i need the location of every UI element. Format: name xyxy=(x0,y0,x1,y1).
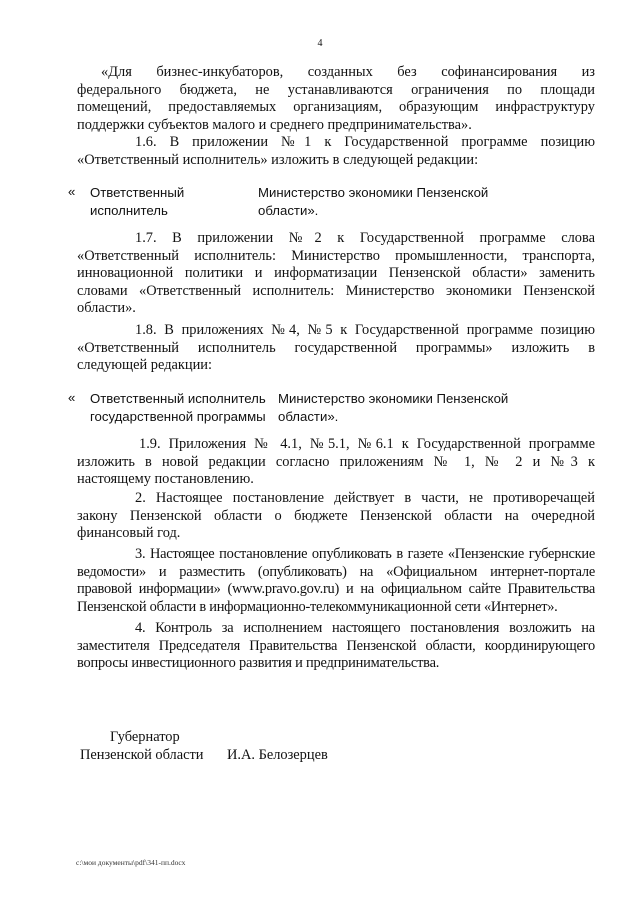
text-line: помещений, предоставляемых организациям, образующим инфраструктуру xyxy=(77,99,595,116)
table-2-right-cell xyxy=(278,390,508,425)
signature-title-1: Губернатор xyxy=(110,729,180,745)
text-line: «Для бизнес-инкубаторов, созданных без софинансирования из xyxy=(101,64,595,80)
paragraph-1-6 xyxy=(77,134,595,169)
text-line: 1.9. Приложения № 4.1, №5.1, №6.1 к Государственной программе xyxy=(139,436,595,452)
text-line: 1.6. В приложении №1 к Государственной программе позицию xyxy=(135,134,595,150)
signature-name: И.А. Белозерцев xyxy=(227,747,328,763)
quoted-paragraph xyxy=(77,64,595,134)
table-cell-line: Ответственный xyxy=(90,185,185,200)
paragraph-1-8 xyxy=(77,322,595,375)
footer-file-path: c:\мои документы\pdf\341-пп.docx xyxy=(76,858,186,867)
text-line: «Ответственный исполнитель: Министерство промышленности, транспорта, xyxy=(77,247,595,264)
text-line: 1.8. В приложениях №4, №5 к Государственной программе позицию xyxy=(135,322,595,338)
text-line: ведомости» и разместить (опубликовать) на «Официальном интернет-портале xyxy=(77,563,595,580)
table-cell-line: исполнитель xyxy=(90,202,168,218)
table-cell-line: Министерство экономики Пензенской xyxy=(258,185,489,200)
table-cell-line: области». xyxy=(278,408,339,424)
text-line: «Ответственный исполнитель государственной программы» изложить в xyxy=(77,339,595,356)
paragraph-1-9 xyxy=(77,436,595,489)
text-line: следующей редакции: xyxy=(77,357,212,374)
text-line: федерального бюджета, не устанавливаются ограничения по площади xyxy=(77,81,595,98)
page-number: 4 xyxy=(317,38,323,49)
signature-title-2: Пензенской области xyxy=(80,747,204,763)
paragraph-2 xyxy=(77,490,595,543)
text-line: настоящему постановлению. xyxy=(77,471,254,488)
text-line: 2. Настоящее постановление действует в части, не противоречащей xyxy=(135,490,595,506)
paragraph-1-7 xyxy=(77,230,595,318)
table-cell-line: области». xyxy=(258,202,319,218)
text-line: 4. Контроль за исполнением настоящего постановления возложить на xyxy=(135,620,595,636)
table-cell-line: Ответственный исполнитель xyxy=(90,391,266,406)
text-line: области». xyxy=(77,300,136,317)
text-line: «Ответственный исполнитель» изложить в следующей редакции: xyxy=(77,151,479,168)
table-2-open-quote: « xyxy=(68,390,76,405)
text-line: финансовый год. xyxy=(77,525,181,542)
table-cell-line: государственной программы xyxy=(90,408,266,424)
text-line: словами «Ответственный исполнитель: Министерство экономики Пензенской xyxy=(77,282,595,299)
text-line: вопросы инвестиционного развития и предпринимательства. xyxy=(77,655,440,672)
text-line: поддержки субъектов малого и среднего предпринимательства». xyxy=(77,116,472,133)
text-line: инновационной политики и информатизации Пензенской области» заменить xyxy=(77,265,595,282)
table-1-left-cell xyxy=(90,184,184,219)
text-line: изложить в новой редакции согласно приложениям № 1, № 2 и №3 к xyxy=(77,453,595,470)
text-line: Пензенской области в информационно-телекоммуникационной сети «Интернет». xyxy=(77,598,558,615)
table-1-open-quote: « xyxy=(68,184,76,199)
paragraph-3 xyxy=(77,546,595,616)
table-2-left-cell xyxy=(90,390,266,425)
text-line: заместителя Председателя Правительства Пензенской области, координирующего xyxy=(77,637,595,654)
table-cell-line: Министерство экономики Пензенской xyxy=(278,391,509,406)
text-line: правовой информации» (www.pravo.gov.ru) и на официальном сайте Правительства xyxy=(77,581,595,598)
text-line: 3. Настоящее постановление опубликовать в газете «Пензенские губернские xyxy=(135,546,595,562)
table-1-right-cell xyxy=(258,184,488,219)
text-line: 1.7. В приложении №2 к Государственной программе слова xyxy=(135,230,595,246)
paragraph-4 xyxy=(77,620,595,673)
text-line: закону Пензенской области о бюджете Пензенской области на очередной xyxy=(77,507,595,524)
